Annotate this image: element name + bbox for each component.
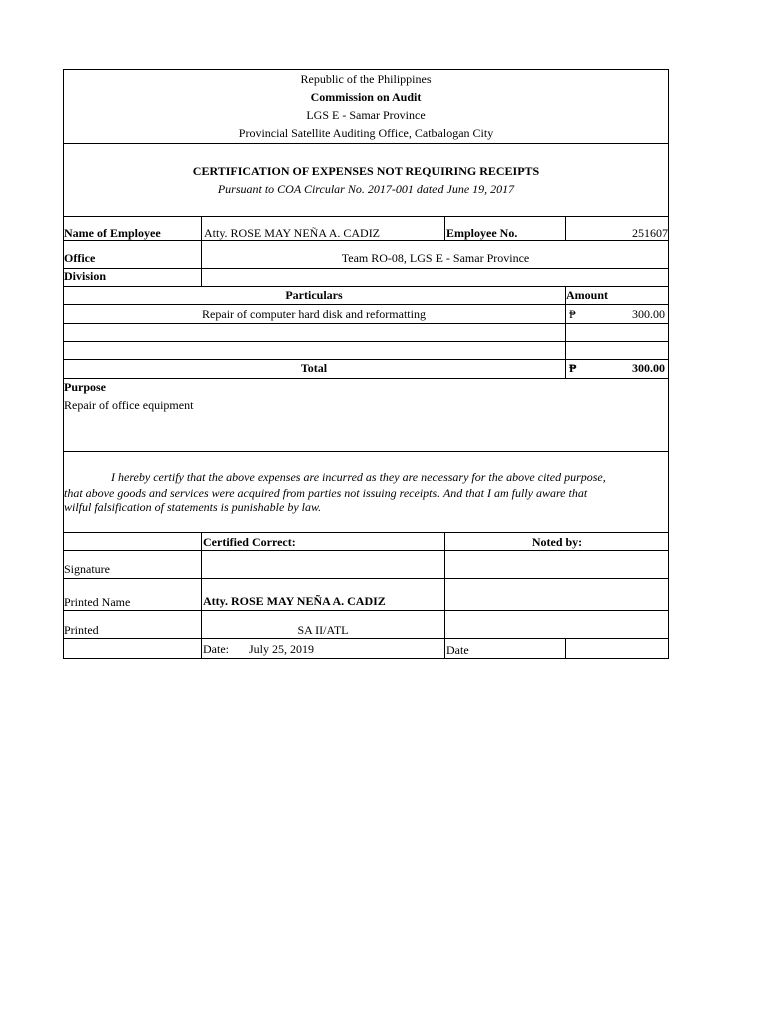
certification-form xyxy=(63,69,669,659)
rule-sig-head xyxy=(63,550,669,551)
noted-by-label: Noted by: xyxy=(531,535,583,549)
noted-date-label: Date xyxy=(446,643,469,657)
rule-signature xyxy=(63,578,669,579)
certified-date-value: July 25, 2019 xyxy=(249,642,315,656)
form-subtitle: Pursuant to COA Circular No. 2017-001 dated June 19, 2017 xyxy=(217,182,515,196)
rule-purpose xyxy=(63,451,669,452)
rule-certification xyxy=(63,532,669,533)
employee-name-value: Atty. ROSE MAY NEÑA A. CADIZ xyxy=(204,226,381,240)
certification-line-3: wilful falsification of statements is punishable by law. xyxy=(64,500,322,514)
certified-date-label: Date: xyxy=(203,642,229,656)
rule-title xyxy=(63,216,669,217)
particulars-row-description: Repair of computer hard disk and reformatting xyxy=(202,307,426,321)
header-office: Provincial Satellite Auditing Office, Catbalogan City xyxy=(238,126,494,140)
signature-label: Signature xyxy=(64,562,110,576)
vrule-sig-noted-col xyxy=(444,532,445,659)
total-label: Total xyxy=(300,361,328,375)
rule-total xyxy=(63,378,669,379)
amount-header: Amount xyxy=(566,288,609,302)
particulars-row-amount: 300.00 xyxy=(632,307,665,321)
employee-no-label: Employee No. xyxy=(446,226,518,240)
total-amount: 300.00 xyxy=(632,361,665,375)
certification-line-2: that above goods and services were acquired from parties not issuing receipts. And that I am fully aware that xyxy=(64,486,588,500)
certified-correct-label: Certified Correct: xyxy=(203,535,296,549)
division-label: Division xyxy=(64,269,107,283)
rule-particulars-head xyxy=(63,304,669,305)
purpose-value: Repair of office equipment xyxy=(64,398,194,412)
header-republic: Republic of the Philippines xyxy=(300,72,432,86)
vrule-empno-label xyxy=(444,216,445,240)
certification-line-1: I hereby certify that the above expenses are incurred as they are necessary for the above cited purpose, xyxy=(111,470,606,484)
office-label: Office xyxy=(64,251,96,265)
employee-no-value: 251607 xyxy=(632,226,668,240)
form-title: CERTIFICATION OF EXPENSES NOT REQUIRING RECEIPTS xyxy=(192,164,540,178)
particulars-row-currency: ₱ xyxy=(569,307,576,321)
vrule-division xyxy=(201,268,202,286)
rule-printed-name xyxy=(63,610,669,611)
printed-name-label: Printed Name xyxy=(64,595,131,609)
rule-header xyxy=(63,143,669,144)
rule-row2 xyxy=(63,341,669,342)
rule-printed xyxy=(63,638,669,639)
printed-name-value: Atty. ROSE MAY NEÑA A. CADIZ xyxy=(203,594,386,608)
header-commission: Commission on Audit xyxy=(310,90,422,104)
employee-name-label: Name of Employee xyxy=(64,226,161,240)
particulars-header: Particulars xyxy=(285,288,343,302)
header-lgs: LGS E - Samar Province xyxy=(306,108,426,122)
position-value: SA II/ATL xyxy=(297,623,349,637)
office-value: Team RO-08, LGS E - Samar Province xyxy=(341,251,530,265)
vrule-sig-label-col xyxy=(201,532,202,659)
vrule-empno-value xyxy=(565,216,566,240)
printed-label: Printed xyxy=(64,623,99,637)
vrule-noted-date xyxy=(565,638,566,659)
rule-office xyxy=(63,268,669,269)
rule-row1 xyxy=(63,323,669,324)
purpose-label: Purpose xyxy=(64,380,106,394)
total-currency: ₱ xyxy=(569,361,577,375)
